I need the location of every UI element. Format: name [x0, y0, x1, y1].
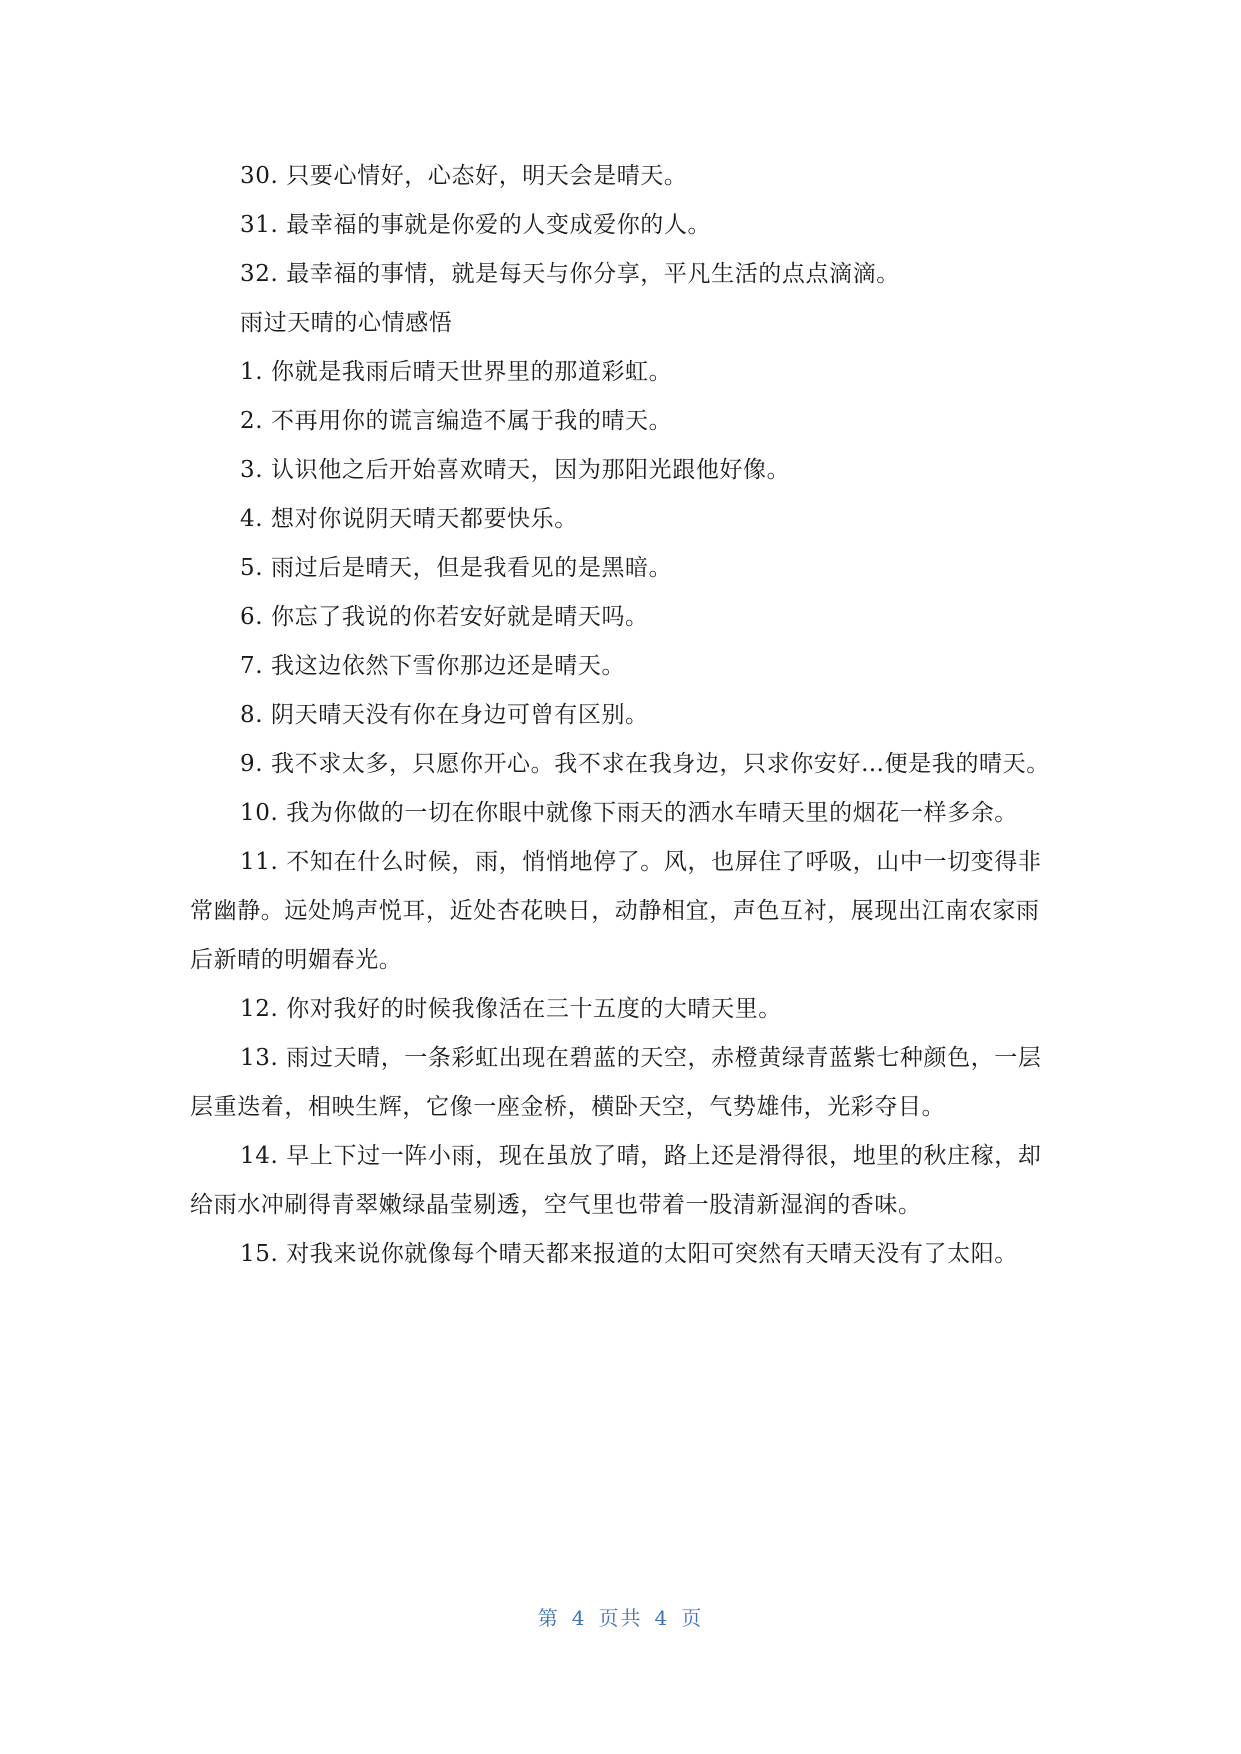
paragraph: 32. 最幸福的事情，就是每天与你分享，平凡生活的点点滴滴。 [240, 261, 900, 287]
paragraph: 4. 想对你说阴天晴天都要快乐。 [240, 506, 578, 532]
footer-label-di: 第 [537, 1606, 560, 1630]
footer-total-pages: 4 [654, 1606, 670, 1630]
paragraph: 9. 我不求太多，只愿你开心。我不求在我身边，只求你安好…便是我的晴天。 [240, 751, 1050, 777]
paragraph: 5. 雨过后是晴天，但是我看见的是黑暗。 [240, 555, 673, 581]
paragraph: 1. 你就是我雨后晴天世界里的那道彩虹。 [240, 359, 673, 385]
paragraph: 10. 我为你做的一切在你眼中就像下雨天的洒水车晴天里的烟花一样多余。 [240, 800, 1018, 826]
paragraph: 11. 不知在什么时候，雨，悄悄地停了。风，也屏住了呼吸，山中一切变得非常幽静。远处鸠声悦耳，近处杏花映日，动静相宜，声色互衬，展现出江南农家雨后新晴的明媚春光。 [190, 849, 1042, 973]
paragraph: 8. 阴天晴天没有你在身边可曾有区别。 [240, 702, 649, 728]
document-body [190, 152, 1052, 1279]
footer-label-ye-gong: 页共 [598, 1606, 643, 1630]
paragraph: 3. 认识他之后开始喜欢晴天，因为那阳光跟他好像。 [240, 457, 791, 483]
page-footer [0, 1602, 1241, 1631]
paragraph: 15. 对我来说你就像每个晴天都来报道的太阳可突然有天晴天没有了太阳。 [240, 1241, 1018, 1267]
paragraph: 14. 早上下过一阵小雨，现在虽放了晴，路上还是滑得很，地里的秋庄稼，却给雨水冲刷得青翠嫩绿晶莹剔透，空气里也带着一股清新湿润的香味。 [190, 1143, 1042, 1218]
footer-current-page: 4 [571, 1606, 587, 1630]
section-heading: 雨过天晴的心情感悟 [240, 310, 453, 336]
paragraph: 2. 不再用你的谎言编造不属于我的晴天。 [240, 408, 673, 434]
paragraph: 13. 雨过天晴，一条彩虹出现在碧蓝的天空，赤橙黄绿青蓝紫七种颜色，一层层重迭着，相映生辉，它像一座金桥，横卧天空，气势雄伟，光彩夺目。 [190, 1045, 1042, 1120]
footer-label-ye: 页 [681, 1606, 704, 1630]
paragraph: 30. 只要心情好，心态好，明天会是晴天。 [240, 163, 688, 189]
paragraph: 12. 你对我好的时候我像活在三十五度的大晴天里。 [240, 996, 782, 1022]
paragraph: 7. 我这边依然下雪你那边还是晴天。 [240, 653, 626, 679]
paragraph: 6. 你忘了我说的你若安好就是晴天吗。 [240, 604, 649, 630]
paragraph: 31. 最幸福的事就是你爱的人变成爱你的人。 [240, 212, 712, 238]
